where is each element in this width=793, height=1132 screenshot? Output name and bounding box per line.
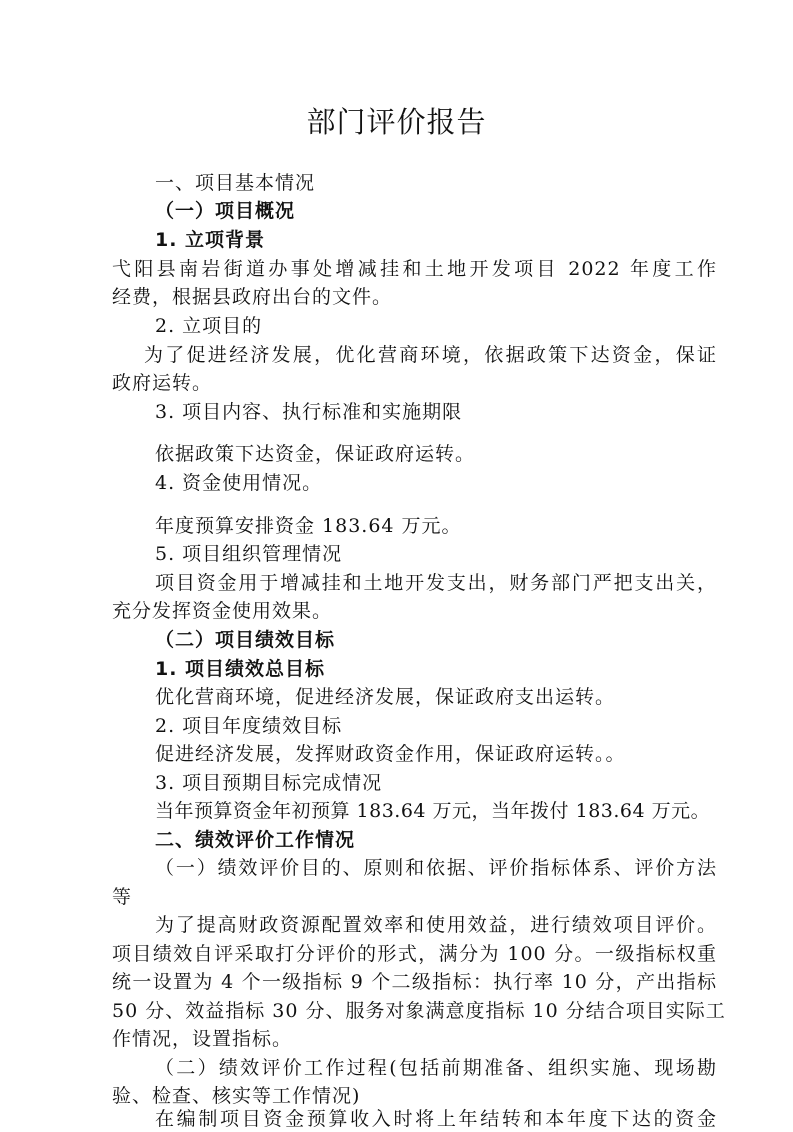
paragraph-line: 弋阳县南岩街道办事处增减挂和土地开发项目 2022 年度工作 bbox=[112, 258, 717, 280]
paragraph-line: 年度预算安排资金 183.64 万元。 bbox=[155, 515, 462, 537]
item-heading: 3. 项目内容、执行标准和实施期限 bbox=[155, 401, 463, 423]
item-heading: 4. 资金使用情况。 bbox=[155, 472, 323, 494]
subsection-heading-2-2: （二）绩效评价工作过程(包括前期准备、组织实施、现场勘 bbox=[155, 1057, 717, 1079]
section-heading-1: 一、项目基本情况 bbox=[155, 172, 316, 194]
paragraph-line: 为了提高财政资源配置效率和使用效益，进行绩效项目评价。 bbox=[155, 914, 717, 936]
item-heading: 5. 项目组织管理情况 bbox=[155, 543, 343, 565]
paragraph-line: 政府运转。 bbox=[112, 372, 213, 394]
paragraph-line: 充分发挥资金使用效果。 bbox=[112, 600, 333, 622]
item-heading: 3. 项目预期目标完成情况 bbox=[155, 772, 383, 794]
subsection-heading-1-2: （二）项目绩效目标 bbox=[155, 629, 336, 651]
report-title: 部门评价报告 bbox=[306, 105, 487, 139]
paragraph-line: 作情况，设置指标。 bbox=[112, 1028, 293, 1050]
paragraph-line: 为了促进经济发展，优化营商环境，依据政策下达资金，保证 bbox=[144, 344, 717, 366]
item-heading: 2. 立项目的 bbox=[155, 315, 263, 337]
paragraph-line: 当年预算资金年初预算 183.64 万元，当年拨付 183.64 万元。 bbox=[155, 800, 711, 822]
paragraph-line: 项目绩效自评采取打分评价的形式，满分为 100 分。一级指标权重 bbox=[112, 943, 717, 965]
paragraph-line: 优化营商环境，促进经济发展，保证政府支出运转。 bbox=[155, 686, 616, 708]
subsection-heading-1-1: （一）项目概况 bbox=[155, 200, 296, 222]
paragraph-line: 等 bbox=[112, 886, 133, 908]
paragraph-line: 50 分、效益指标 30 分、服务对象满意度指标 10 分结合项目实际工 bbox=[112, 1000, 726, 1022]
item-heading: 2. 项目年度绩效目标 bbox=[155, 715, 343, 737]
paragraph-line: 依据政策下达资金，保证政府运转。 bbox=[155, 443, 476, 465]
item-heading: 1. 立项背景 bbox=[155, 229, 266, 251]
item-heading: 1. 项目绩效总目标 bbox=[155, 658, 326, 680]
paragraph-line: 验、检查、核实等工作情况) bbox=[112, 1085, 361, 1107]
paragraph-line: 促进经济发展，发挥财政资金作用，保证政府运转。。 bbox=[155, 743, 626, 765]
subsection-heading-2-1: （一）绩效评价目的、原则和依据、评价指标体系、评价方法 bbox=[155, 857, 717, 879]
paragraph-line: 统一设置为 4 个一级指标 9 个二级指标：执行率 10 分，产出指标 bbox=[112, 971, 717, 993]
paragraph-line: 项目资金用于增减挂和土地开发支出，财务部门严把支出关， bbox=[155, 572, 717, 594]
paragraph-line: 经费，根据县政府出台的文件。 bbox=[112, 286, 393, 308]
paragraph-line: 在编制项目资金预算收入时将上年结转和本年度下达的资金 bbox=[155, 1108, 717, 1130]
section-heading-2: 二、绩效评价工作情况 bbox=[155, 829, 356, 851]
